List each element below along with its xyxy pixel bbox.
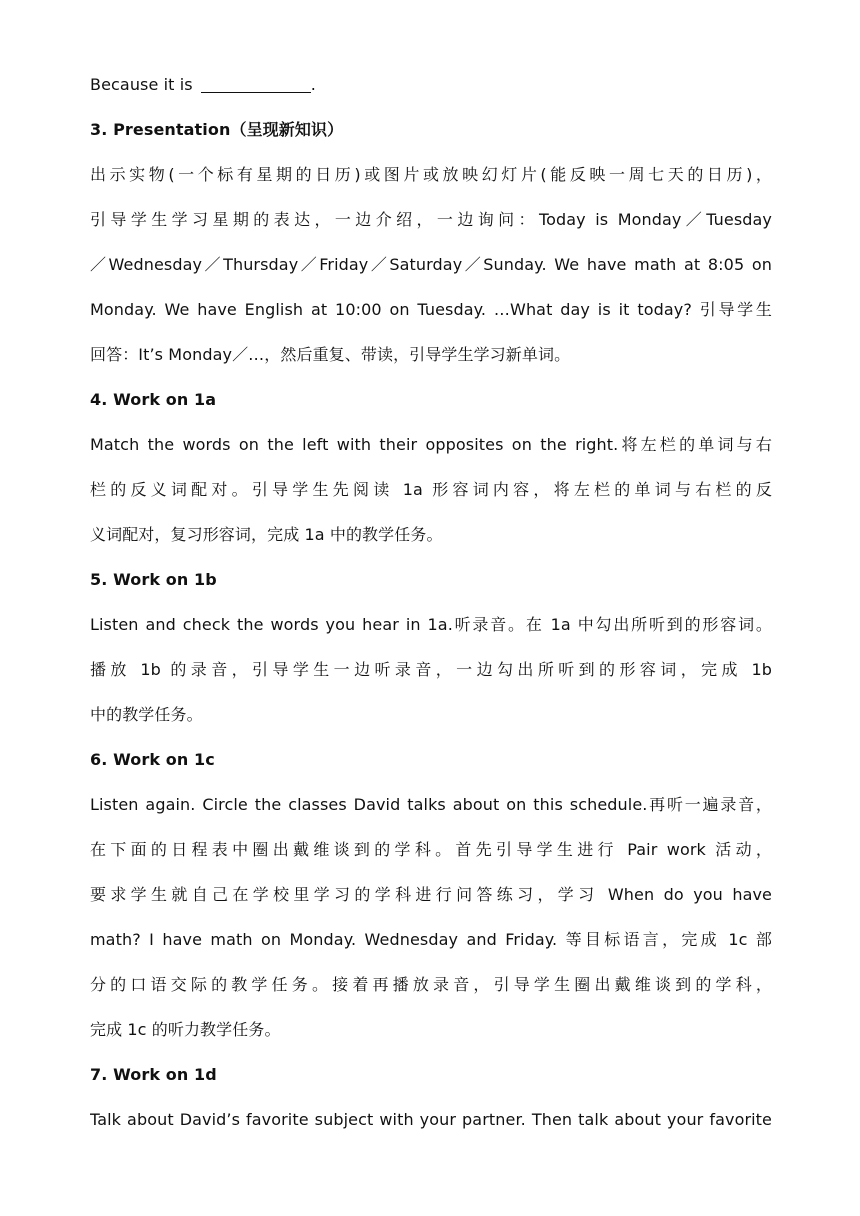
paragraph-line: 栏的反义词配对。引导学生先阅读 1a 形容词内容，将左栏的单词与右栏的反 <box>90 480 772 499</box>
paragraph-line: 在下面的日程表中圈出戴维谈到的学科。首先引导学生进行 Pair work 活动， <box>90 840 772 859</box>
paragraph-line: Listen and check the words you hear in 1a.听录音。在 1a 中勾出所听到的形容词。 <box>90 615 772 634</box>
section-heading-1c: 6. Work on 1c <box>90 750 215 769</box>
section-heading-1a: 4. Work on 1a <box>90 390 217 409</box>
paragraph-line: Match the words on the left with their opposites on the right.将左栏的单词与右 <box>90 435 772 454</box>
intro-line <box>90 62 772 107</box>
paragraph-line: 引导学生学习星期的表达，一边介绍，一边询问：Today is Monday／Tuesday <box>90 210 772 229</box>
because-end: . <box>310 75 316 94</box>
paragraph-line: 要求学生就自己在学校里学习的学科进行问答练习，学习 When do you have <box>90 885 772 904</box>
paragraph-line: 中的教学任务。 <box>90 705 203 724</box>
section-heading-1d: 7. Work on 1d <box>90 1065 217 1084</box>
paragraph-line: 分的口语交际的教学任务。接着再播放录音，引导学生圈出戴维谈到的学科， <box>90 975 772 994</box>
paragraph-line: Talk about David’s favorite subject with your partner. Then talk about your favorite <box>90 1110 772 1129</box>
answer-blank <box>201 76 311 93</box>
paragraph-line: ／Wednesday／Thursday／Friday／Saturday／Sunday. We have math at 8:05 on <box>90 255 772 274</box>
paragraph-line: 播放 1b 的录音，引导学生一边听录音，一边勾出所听到的形容词，完成 1b <box>90 660 772 679</box>
document-page <box>90 62 772 1142</box>
section-heading-1b: 5. Work on 1b <box>90 570 217 589</box>
paragraph-line: 完成 1c 的听力教学任务。 <box>90 1020 281 1039</box>
paragraph-line: Listen again. Circle the classes David talks about on this schedule.再听一遍录音， <box>90 795 772 814</box>
paragraph-line: 回答：It’s Monday／…，然后重复、带读，引导学生学习新单词。 <box>90 345 571 364</box>
paragraph-line: 义词配对，复习形容词，完成 1a 中的教学任务。 <box>90 525 443 544</box>
because-text: Because it is <box>90 75 193 94</box>
paragraph-line: 出示实物(一个标有星期的日历)或图片或放映幻灯片(能反映一周七天的日历)， <box>90 165 772 184</box>
paragraph-line: Monday. We have English at 10:00 on Tuesday. …What day is it today? 引导学生 <box>90 300 772 319</box>
paragraph-line: math? I have math on Monday. Wednesday and Friday. 等目标语言，完成 1c 部 <box>90 930 772 949</box>
section-heading-presentation: 3. Presentation（呈现新知识） <box>90 120 344 139</box>
